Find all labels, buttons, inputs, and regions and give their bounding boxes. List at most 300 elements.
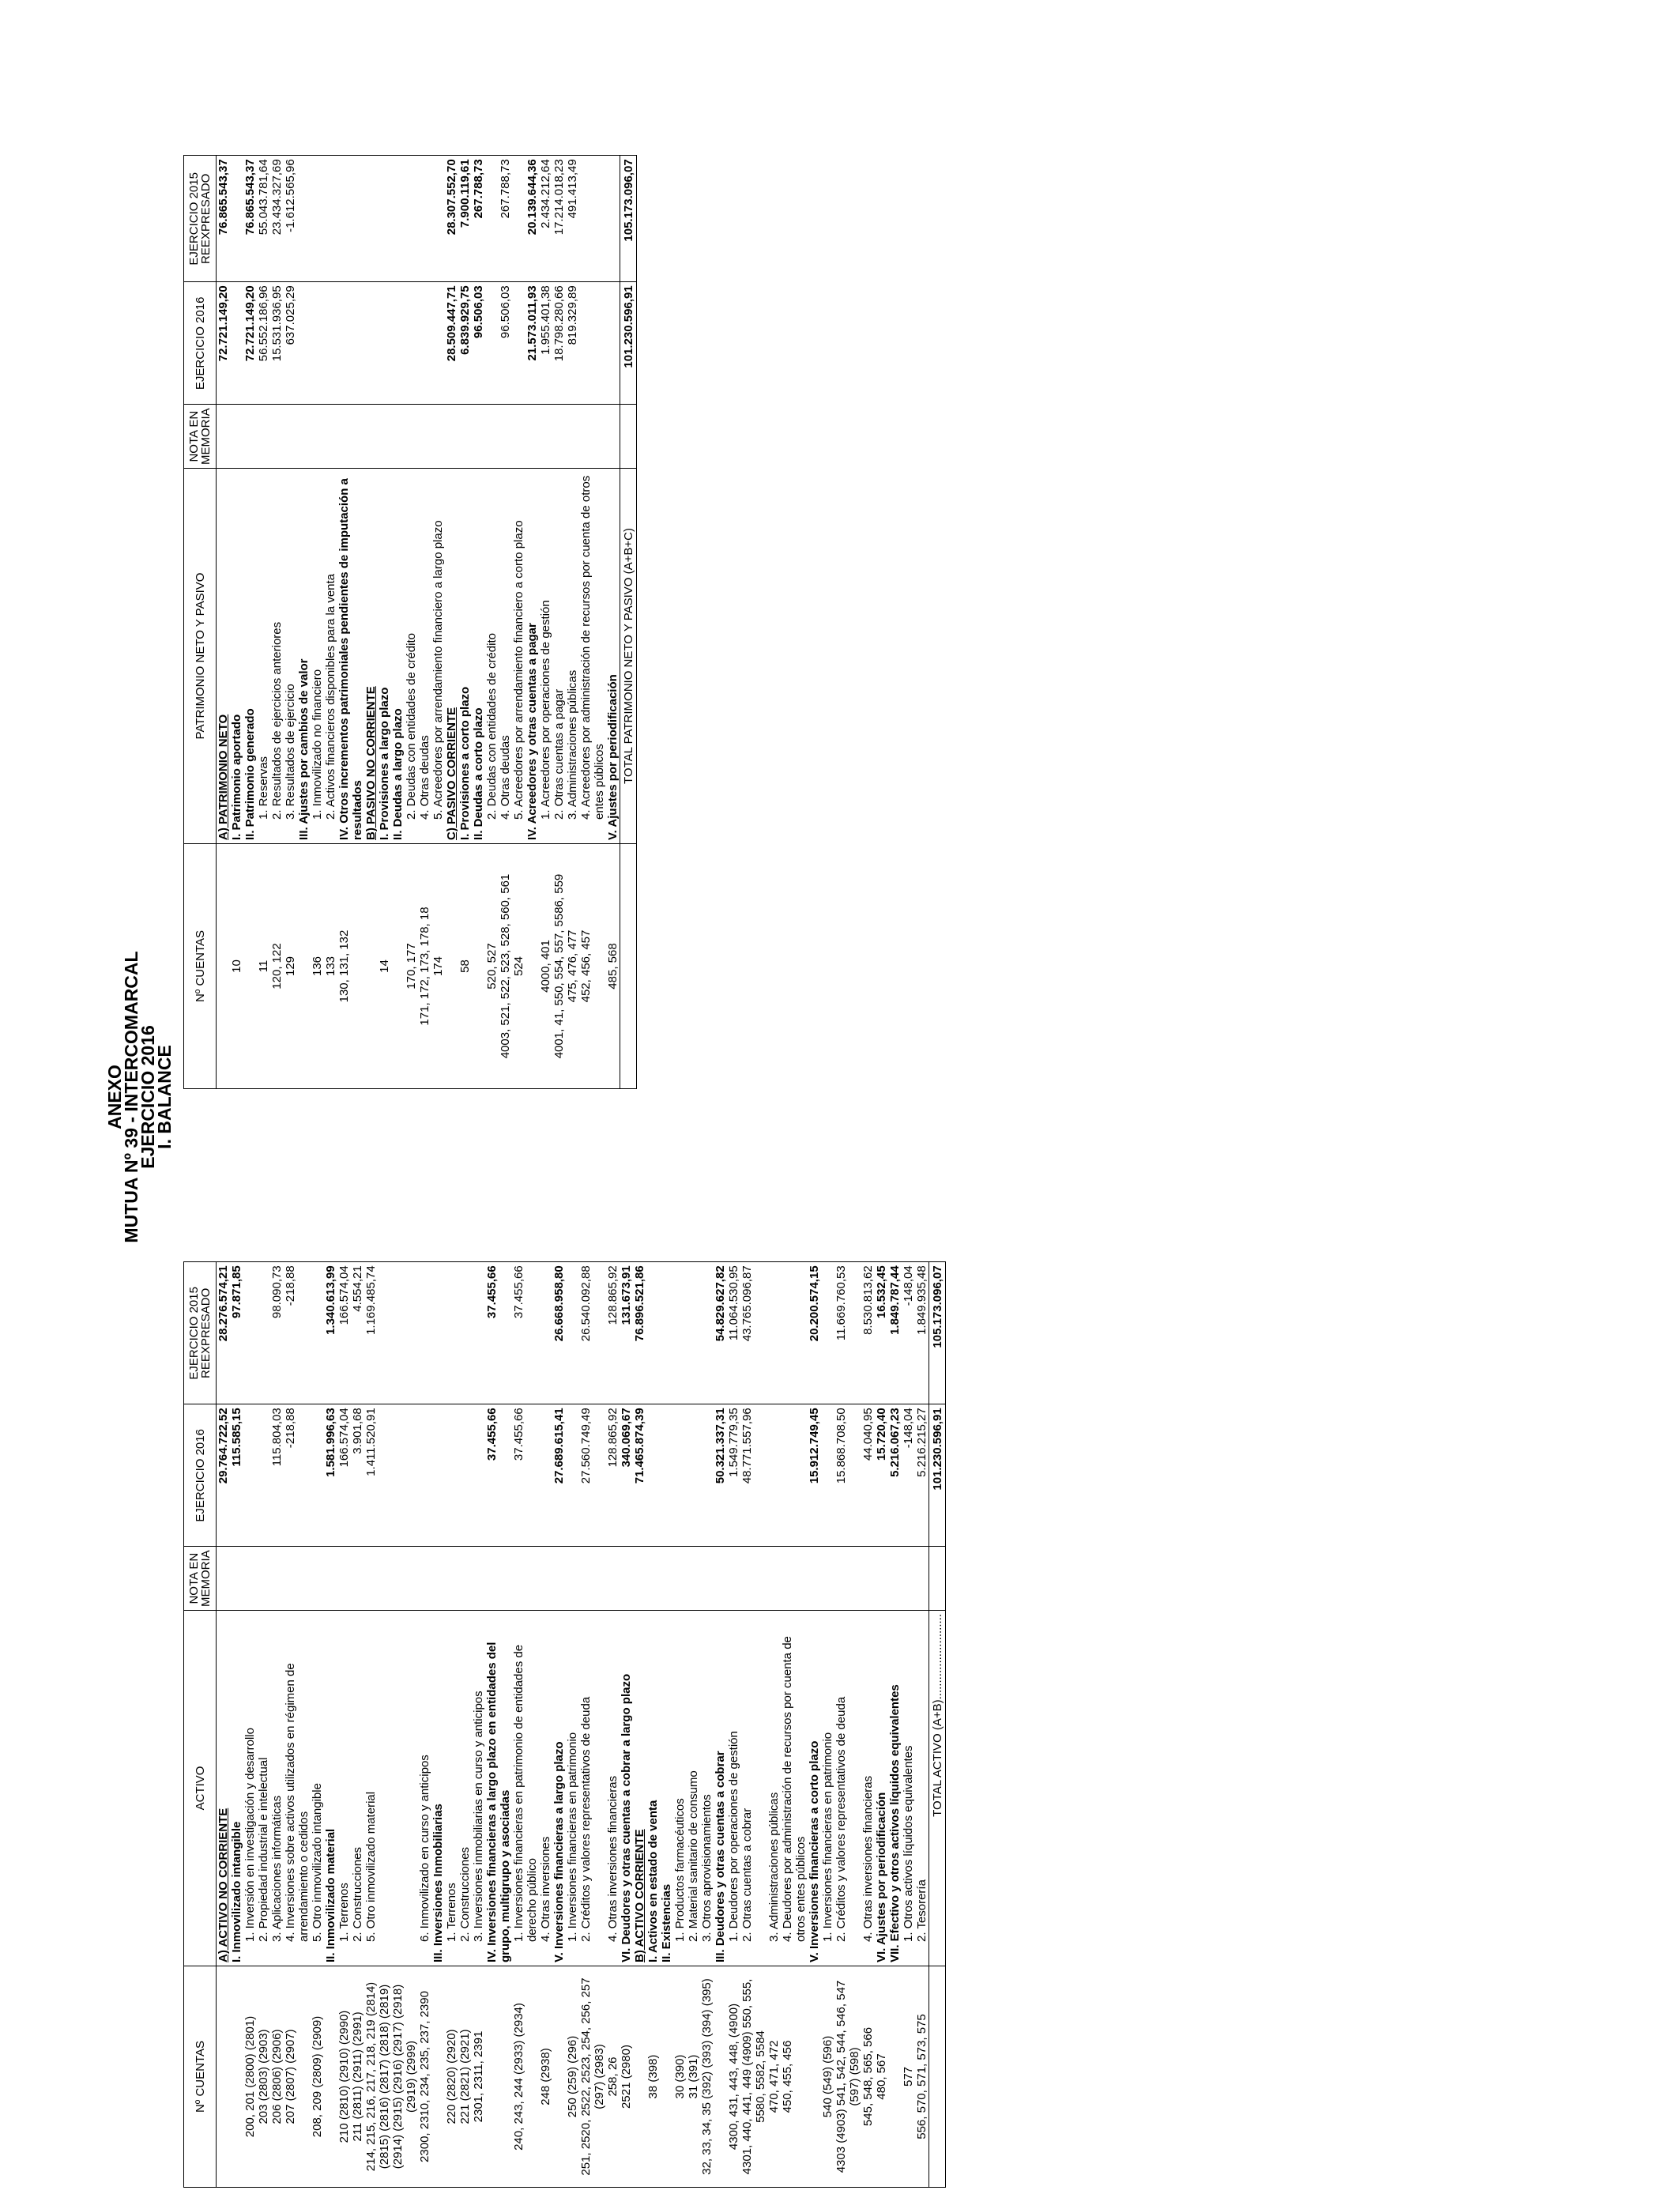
value-2015-cell: 37.455,66 (512, 1262, 539, 1404)
account-codes-cell: 31 (391) (687, 1966, 700, 2188)
value-2016-cell: 5.216.215,27 (915, 1404, 929, 1547)
value-2016-cell: 27.689.615,41 (552, 1404, 566, 1547)
account-codes-cell: 4001, 41, 550, 554, 557, 5586, 559 (552, 844, 566, 1089)
value-2016-cell: 27.560.749,49 (579, 1404, 606, 1547)
table-row (391, 156, 405, 1089)
table-row (633, 1262, 646, 2188)
value-2016-cell (391, 282, 405, 405)
total-nota-cell (620, 405, 637, 469)
table-row (539, 1262, 552, 2188)
account-codes-cell: 210 (2810) (2910) (2990) (337, 1966, 351, 2188)
account-codes-cell (472, 844, 485, 1089)
memoria-note-cell (311, 1547, 324, 1611)
table-row (552, 156, 566, 1089)
account-codes-cell: 208, 209 (2809) (2909) (311, 1966, 324, 2188)
table-row (297, 156, 311, 1089)
value-2015-cell: 23.434.327,69 (270, 156, 284, 282)
value-2016-cell (297, 282, 311, 405)
table-row (405, 156, 418, 1089)
memoria-note-cell (472, 405, 485, 469)
account-codes-cell (324, 1966, 337, 2188)
line-label-cell: IV. Inversiones financieras a largo plazo en entidades del grupo, multigrupo y asociadas (485, 1611, 512, 1966)
value-2015-cell: 20.200.574,15 (808, 1262, 821, 1404)
line-label-cell: 4. Acreedores por administración de recursos por cuenta de otros entes públicos (579, 469, 606, 844)
table-row (230, 1262, 243, 2188)
line-label-cell: 2. Construcciones (351, 1611, 364, 1966)
table-row (512, 156, 525, 1089)
memoria-note-cell (606, 405, 620, 469)
table-row (445, 156, 458, 1089)
value-2015-cell (512, 156, 525, 282)
table-row (673, 1262, 687, 2188)
account-codes-cell: 32, 33, 34, 35 (392) (393) (394) (395) (700, 1966, 714, 2188)
table-row (727, 1262, 740, 2188)
memoria-note-cell (673, 1547, 687, 1611)
line-label-cell: VI. Ajustes por periodificación (875, 1611, 888, 1966)
value-2016-cell: 637.025,29 (284, 282, 297, 405)
memoria-note-cell (539, 405, 552, 469)
table-row (808, 1262, 821, 2188)
table-row (337, 156, 364, 1089)
table-row (217, 1262, 231, 2188)
value-2016-cell: 115.804,03 (270, 1404, 284, 1547)
value-2016-cell (566, 1404, 579, 1547)
account-codes-cell (431, 1966, 445, 2188)
memoria-note-cell (767, 1547, 781, 1611)
value-2016-cell (431, 1404, 445, 1547)
table-row (525, 156, 539, 1089)
line-label-cell: 2. Tesorería (915, 1611, 929, 1966)
account-codes-cell: 170, 177 (405, 844, 418, 1089)
line-label-cell: III. Ajustes por cambios de valor (297, 469, 311, 844)
account-codes-cell: 211 (2811) (2911) (2991) (351, 1966, 364, 2188)
line-label-cell: I. Inmovilizado intangible (230, 1611, 243, 1966)
value-2015-cell (257, 1262, 270, 1404)
value-2015-cell: 166.574,04 (337, 1262, 351, 1404)
value-2015-cell: 76.865.543,37 (243, 156, 257, 282)
col-header-activo: ACTIVO (184, 1611, 217, 1966)
value-2016-cell (700, 1404, 714, 1547)
account-codes-cell: 452, 456, 457 (579, 844, 606, 1089)
table-row (700, 1262, 714, 2188)
value-2016-cell: 96.506,03 (499, 282, 512, 405)
table-row (539, 156, 552, 1089)
value-2015-cell: 491.413,49 (566, 156, 579, 282)
memoria-note-cell (485, 1547, 512, 1611)
value-2016-cell (431, 282, 445, 405)
account-codes-cell: 221 (2821) (2921) (458, 1966, 472, 2188)
line-label-cell: 2. Deudas con entidades de crédito (405, 469, 418, 844)
total-pasivo-label: TOTAL PATRIMONIO NETO Y PASIVO (A+B+C) (620, 469, 637, 844)
line-label-cell: V. Inversiones financieras a corto plazo (808, 1611, 821, 1966)
account-codes-cell: 470, 471, 472 (767, 1966, 781, 2188)
value-2016-cell: -218,88 (284, 1404, 311, 1547)
table-row (606, 1262, 620, 2188)
account-codes-cell (525, 844, 539, 1089)
account-codes-cell (391, 844, 405, 1089)
value-2015-cell: 98.090,73 (270, 1262, 284, 1404)
table-row (217, 156, 231, 1089)
activo-header-row (184, 1262, 217, 2188)
account-codes-cell: 480, 567 (875, 1966, 888, 2188)
line-label-cell: A) ACTIVO NO CORRIENTE (217, 1611, 231, 1966)
memoria-note-cell (700, 1547, 714, 1611)
table-row (740, 1262, 767, 2188)
memoria-note-cell (714, 1547, 727, 1611)
table-row (311, 156, 324, 1089)
line-label-cell: 5. Acreedores por arrendamiento financiero a corto plazo (512, 469, 525, 844)
memoria-note-cell (418, 1547, 431, 1611)
value-2016-cell (673, 1404, 687, 1547)
value-2016-cell: 29.764.722,52 (217, 1404, 231, 1547)
line-label-cell: 2. Activos financieros disponibles para la venta (324, 469, 337, 844)
memoria-note-cell (337, 405, 364, 469)
value-2016-cell (257, 1404, 270, 1547)
value-2016-cell (311, 282, 324, 405)
table-row (915, 1262, 929, 2188)
value-2016-cell (458, 1404, 472, 1547)
value-2015-cell (458, 1262, 472, 1404)
table-row (767, 1262, 781, 2188)
memoria-note-cell (539, 1547, 552, 1611)
line-label-cell: 1. Productos farmacéuticos (673, 1611, 687, 1966)
table-row (606, 156, 620, 1089)
table-row (834, 1262, 861, 2188)
value-2015-cell: 1.849.787,44 (888, 1262, 902, 1404)
table-row (861, 1262, 875, 2188)
value-2016-cell (472, 1404, 485, 1547)
memoria-note-cell (579, 1547, 606, 1611)
table-row (418, 1262, 431, 2188)
value-2015-cell: 17.214.018,23 (552, 156, 566, 282)
account-codes-cell: 207 (2807) (2907) (284, 1966, 311, 2188)
line-label-cell: 4. Otras deudas (418, 469, 431, 844)
memoria-note-cell (324, 405, 337, 469)
account-codes-cell: 4301, 440, 441, 449 (4909) 550, 555, 5580, 5582, 5584 (740, 1966, 767, 2188)
value-2016-cell (418, 1404, 431, 1547)
account-codes-cell (660, 1966, 673, 2188)
line-label-cell: 2. Propiedad industrial e intelectual (257, 1611, 270, 1966)
table-row (781, 1262, 808, 2188)
memoria-note-cell (243, 1547, 257, 1611)
value-2016-cell: 15.531.936,95 (270, 282, 284, 405)
account-codes-cell: 136 (311, 844, 324, 1089)
value-2016-cell (243, 1404, 257, 1547)
account-codes-cell: 4000, 401 (539, 844, 552, 1089)
pasivo-header-row (184, 156, 217, 1089)
value-2016-cell: 15.720,40 (875, 1404, 888, 1547)
line-label-cell: 3. Administraciones públicas (767, 1611, 781, 1966)
value-2015-cell: 8.530.813,62 (861, 1262, 875, 1404)
header-entity: MUTUA Nº 39 - INTERCOMARCAL (121, 951, 141, 1243)
memoria-note-cell (445, 405, 458, 469)
account-codes-cell (230, 1966, 243, 2188)
total-nota-cell (929, 1547, 946, 1611)
table-row (257, 156, 270, 1089)
memoria-note-cell (391, 405, 405, 469)
memoria-note-cell (512, 1547, 539, 1611)
value-2016-cell: 1.549.779,35 (727, 1404, 740, 1547)
value-2015-cell (539, 1262, 552, 1404)
table-row (472, 1262, 485, 2188)
line-label-cell: 6. Inmovilizado en curso y anticipos (418, 1611, 431, 1966)
value-2015-cell: 4.554,21 (351, 1262, 364, 1404)
value-2016-cell: 15.912.749,45 (808, 1404, 821, 1547)
value-2015-cell: 11.064.530,95 (727, 1262, 740, 1404)
value-2015-cell: 26.668.958,80 (552, 1262, 566, 1404)
account-codes-cell: 38 (398) (646, 1966, 660, 2188)
account-codes-cell: 220 (2820) (2920) (445, 1966, 458, 2188)
activo-table (183, 1261, 946, 2188)
value-2016-cell: 819.329,89 (566, 282, 579, 405)
memoria-note-cell (808, 1547, 821, 1611)
account-codes-cell (888, 1966, 902, 2188)
table-row (566, 156, 579, 1089)
col-header-cuentas: Nº CUENTAS (184, 1966, 217, 2188)
value-2015-cell: 28.307.552,70 (445, 156, 458, 282)
line-label-cell: II. Deudas a largo plazo (391, 469, 405, 844)
value-2015-cell (391, 156, 405, 282)
col-header-cuentas: Nº CUENTAS (184, 844, 217, 1089)
memoria-note-cell (270, 1547, 284, 1611)
value-2015-cell (297, 156, 311, 282)
line-label-cell: 4. Otras inversiones (539, 1611, 552, 1966)
value-2015-cell: 267.788,73 (499, 156, 512, 282)
table-row (351, 1262, 364, 2188)
memoria-note-cell (445, 1547, 458, 1611)
value-2015-cell (418, 156, 431, 282)
value-2016-cell: 15.868.708,50 (834, 1404, 861, 1547)
account-codes-cell (217, 844, 231, 1089)
line-label-cell: 2. Material sanitario de consumo (687, 1611, 700, 1966)
value-2016-cell (418, 282, 431, 405)
memoria-note-cell (552, 405, 566, 469)
account-codes-cell: 240, 243, 244 (2933) (2934) (512, 1966, 539, 2188)
line-label-cell: 5. Acreedores por arrendamiento financiero a largo plazo (431, 469, 445, 844)
value-2015-cell (230, 156, 243, 282)
line-label-cell: 4. Otras deudas (499, 469, 512, 844)
memoria-note-cell (875, 1547, 888, 1611)
line-label-cell: 2. Otras cuentas a pagar (552, 469, 566, 844)
value-2016-cell: 37.455,66 (512, 1404, 539, 1547)
total-cuentas-cell (620, 844, 637, 1089)
value-2016-cell: 166.574,04 (337, 1404, 351, 1547)
value-2015-cell (472, 1262, 485, 1404)
value-2016-cell: 18.798.280,66 (552, 282, 566, 405)
pasivo-total-row (620, 156, 637, 1089)
line-label-cell: III. Deudores y otras cuentas a cobrar (714, 1611, 727, 1966)
value-2015-cell: 97.871,85 (230, 1262, 243, 1404)
value-2015-cell (606, 156, 620, 282)
value-2016-cell (606, 282, 620, 405)
account-codes-cell: 130, 131, 132 (337, 844, 364, 1089)
line-label-cell: 3. Resultados de ejercicio (284, 469, 297, 844)
line-label-cell: II. Patrimonio generado (243, 469, 257, 844)
value-2015-cell (311, 156, 324, 282)
total-cuentas-cell (929, 1966, 946, 2188)
value-2016-cell: 5.216.067,23 (888, 1404, 902, 1547)
account-codes-cell: 58 (458, 844, 472, 1089)
account-codes-cell: 10 (230, 844, 243, 1089)
value-2016-cell (378, 282, 391, 405)
table-row (230, 156, 243, 1089)
line-label-cell: II. Deudas a corto plazo (472, 469, 485, 844)
line-label-cell: V. Inversiones financieras a largo plazo (552, 1611, 566, 1966)
account-codes-cell (808, 1966, 821, 2188)
memoria-note-cell (230, 1547, 243, 1611)
memoria-note-cell (431, 405, 445, 469)
memoria-note-cell (297, 405, 311, 469)
value-2015-cell: 1.340.613,99 (324, 1262, 337, 1404)
memoria-note-cell (861, 1547, 875, 1611)
total-pasivo-2015: 105.173.096,07 (620, 156, 637, 282)
account-codes-cell: 129 (284, 844, 297, 1089)
value-2015-cell (324, 156, 337, 282)
value-2016-cell (687, 1404, 700, 1547)
memoria-note-cell (458, 405, 472, 469)
value-2015-cell (337, 156, 364, 282)
account-codes-cell: 485, 568 (606, 844, 620, 1089)
memoria-note-cell (606, 1547, 620, 1611)
memoria-note-cell (458, 1547, 472, 1611)
line-label-cell: 2. Otras cuentas a cobrar (740, 1611, 767, 1966)
value-2016-cell (405, 282, 418, 405)
table-row (472, 156, 485, 1089)
memoria-note-cell (431, 1547, 445, 1611)
value-2016-cell: 72.721.149,20 (243, 282, 257, 405)
table-row (552, 1262, 566, 2188)
col-header-nota: NOTA EN MEMORIA (184, 1547, 217, 1611)
table-row (284, 156, 297, 1089)
value-2015-cell: 128.865,92 (606, 1262, 620, 1404)
table-row (687, 1262, 700, 2188)
table-row (378, 156, 391, 1089)
account-codes-cell: 14 (378, 844, 391, 1089)
value-2016-cell (364, 282, 378, 405)
value-2015-cell: 37.455,66 (485, 1262, 512, 1404)
value-2016-cell: 115.585,15 (230, 1404, 243, 1547)
account-codes-cell (633, 1966, 646, 2188)
value-2016-cell: 28.509.447,71 (445, 282, 458, 405)
value-2016-cell: 56.552.186,96 (257, 282, 270, 405)
line-label-cell: II. Existencias (660, 1611, 673, 1966)
value-2016-cell: 340.069,67 (620, 1404, 633, 1547)
table-row (579, 1262, 606, 2188)
value-2016-cell: 37.455,66 (485, 1404, 512, 1547)
value-2015-cell (485, 156, 499, 282)
value-2015-cell (405, 156, 418, 282)
value-2016-cell (660, 1404, 673, 1547)
table-row (888, 1262, 902, 2188)
value-2015-cell (378, 156, 391, 282)
value-2015-cell: 55.043.781,64 (257, 156, 270, 282)
memoria-note-cell (485, 405, 499, 469)
line-label-cell: 3. Inversiones inmobiliarias en curso y anticipos (472, 1611, 485, 1966)
line-label-cell: I. Patrimonio aportado (230, 469, 243, 844)
line-label-cell: II. Inmovilizado material (324, 1611, 337, 1966)
line-label-cell: 1. Inversión en investigación y desarrollo (243, 1611, 257, 1966)
account-codes-cell: 248 (2938) (539, 1966, 552, 2188)
account-codes-cell (714, 1966, 727, 2188)
value-2015-cell (364, 156, 378, 282)
header-section: I. BALANCE (154, 1045, 175, 1149)
value-2016-cell: 72.721.149,20 (217, 282, 231, 405)
table-row (431, 156, 445, 1089)
value-2016-cell (512, 282, 525, 405)
table-row (458, 156, 472, 1089)
line-label-cell: B) ACTIVO CORRIENTE (633, 1611, 646, 1966)
table-row (458, 1262, 472, 2188)
header-annex: ANEXO (104, 1065, 125, 1129)
memoria-note-cell (364, 1547, 418, 1611)
line-label-cell: 1. Inversiones financieras en patrimonio de entidades de derecho público (512, 1611, 539, 1966)
memoria-note-cell (405, 405, 418, 469)
memoria-note-cell (284, 1547, 311, 1611)
account-codes-cell (297, 844, 311, 1089)
total-pasivo-2016: 101.230.596,91 (620, 282, 637, 405)
account-codes-cell: 556, 570, 571, 573, 575 (915, 1966, 929, 2188)
memoria-note-cell (337, 1547, 351, 1611)
memoria-note-cell (552, 1547, 566, 1611)
value-2015-cell: 43.765.096,87 (740, 1262, 767, 1404)
memoria-note-cell (217, 405, 231, 469)
table-row (284, 1262, 311, 2188)
value-2016-cell (337, 282, 364, 405)
memoria-note-cell (243, 405, 257, 469)
memoria-note-cell (472, 1547, 485, 1611)
table-row (364, 1262, 418, 2188)
value-2015-cell: 131.673,91 (620, 1262, 633, 1404)
line-label-cell: I. Provisiones a largo plazo (378, 469, 391, 844)
value-2016-cell (311, 1404, 324, 1547)
line-label-cell: 1. Inversiones financieras en patrimonio (566, 1611, 579, 1966)
value-2015-cell (781, 1262, 808, 1404)
value-2015-cell: -1.612.565,96 (284, 156, 297, 282)
value-2016-cell: 1.955.401,38 (539, 282, 552, 405)
memoria-note-cell (284, 405, 297, 469)
account-codes-cell: 4300, 431, 443, 448, (4900) (727, 1966, 740, 2188)
line-label-cell: I. Provisiones a corto plazo (458, 469, 472, 844)
account-codes-cell (552, 1966, 566, 2188)
table-row (243, 156, 257, 1089)
account-codes-cell: 174 (431, 844, 445, 1089)
line-label-cell: 4. Otras inversiones financieras (861, 1611, 875, 1966)
line-label-cell: 2. Deudas con entidades de crédito (485, 469, 499, 844)
account-codes-cell: 524 (512, 844, 525, 1089)
line-label-cell: B) PASIVO NO CORRIENTE (364, 469, 378, 844)
table-row (714, 1262, 727, 2188)
value-2015-cell (660, 1262, 673, 1404)
line-label-cell: C) PASIVO CORRIENTE (445, 469, 458, 844)
col-header-nota: NOTA EN MEMORIA (184, 405, 217, 469)
memoria-note-cell (512, 405, 525, 469)
memoria-note-cell (351, 1547, 364, 1611)
memoria-note-cell (217, 1547, 231, 1611)
table-row (512, 1262, 539, 2188)
value-2016-cell: 3.901,68 (351, 1404, 364, 1547)
value-2015-cell: -218,88 (284, 1262, 311, 1404)
value-2015-cell: 26.540.092,88 (579, 1262, 606, 1404)
value-2015-cell: 267.788,73 (472, 156, 485, 282)
line-label-cell: 1. Otros activos líquidos equivalentes (902, 1611, 915, 1966)
account-codes-cell: 2300, 2310, 234, 235, 237, 2390 (418, 1966, 431, 2188)
memoria-note-cell (499, 405, 512, 469)
value-2015-cell (767, 1262, 781, 1404)
value-2016-cell: 44.040,95 (861, 1404, 875, 1547)
value-2015-cell (566, 1262, 579, 1404)
account-codes-cell: 133 (324, 844, 337, 1089)
account-codes-cell: 258, 26 (606, 1966, 620, 2188)
